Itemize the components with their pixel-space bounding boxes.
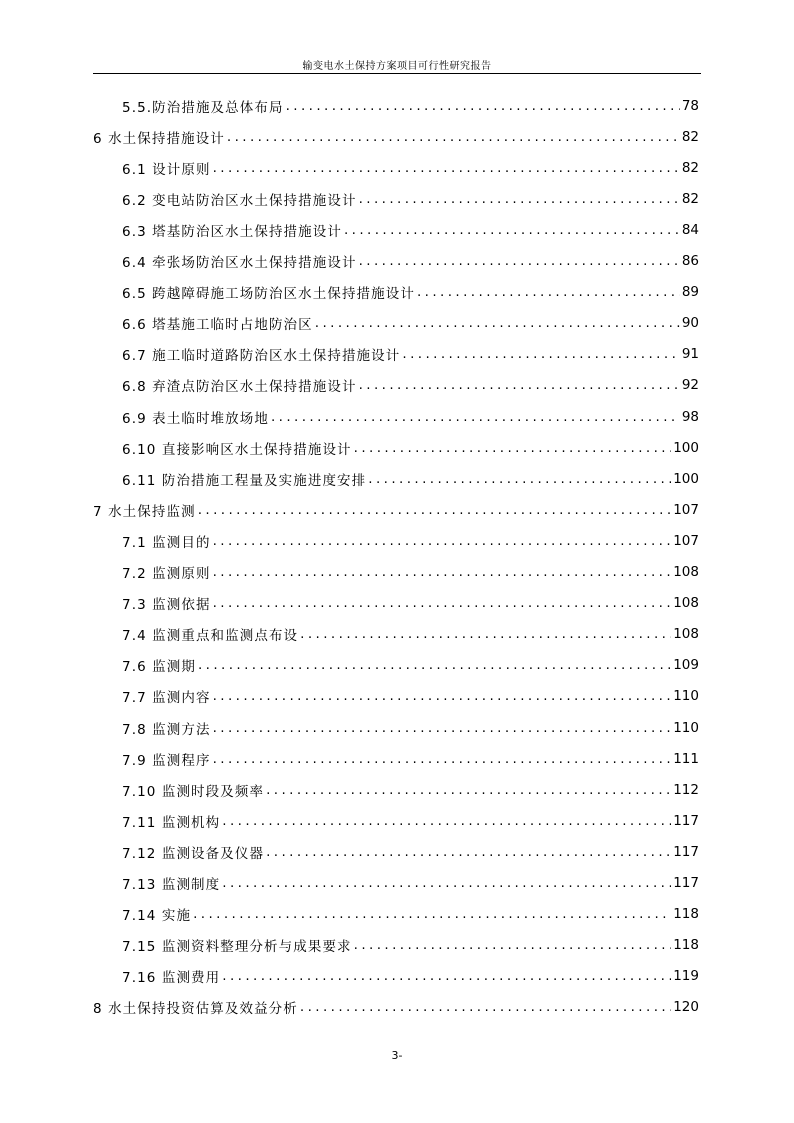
- toc-entry-title: 5.5.防治措施及总体布局: [122, 99, 284, 116]
- toc-entry-title: 7.16 监测费用: [122, 970, 221, 987]
- toc-entry-title: 7.2 监测原则: [122, 566, 211, 582]
- toc-dot-leader: [354, 440, 672, 456]
- toc-dot-leader: [300, 626, 671, 642]
- toc-entry[interactable]: [122, 805, 699, 836]
- toc-dot-leader: [368, 471, 671, 487]
- toc-entry[interactable]: [122, 246, 699, 277]
- toc-entry-title: 7.7 监测内容: [122, 690, 211, 707]
- toc-dot-leader: [315, 315, 680, 331]
- toc-dot-leader: [198, 502, 672, 518]
- toc-entry-page: 84: [681, 221, 699, 238]
- toc-entry[interactable]: [93, 121, 699, 152]
- toc-entry-title: 6.2 变电站防治区水土保持措施设计: [122, 192, 357, 209]
- toc-entry[interactable]: [122, 432, 699, 463]
- toc-entry-page: 98: [681, 408, 699, 425]
- toc-entry[interactable]: [122, 183, 699, 214]
- toc-entry[interactable]: [122, 588, 699, 619]
- toc-entry-page: 119: [673, 968, 699, 985]
- toc-dot-leader: [266, 782, 671, 798]
- toc-dot-leader: [359, 377, 680, 393]
- toc-dot-leader: [300, 999, 671, 1015]
- page-number: 3-: [391, 1049, 403, 1062]
- toc-entry-title: 7.13 监测制度: [122, 877, 221, 893]
- toc-entry[interactable]: [122, 650, 699, 681]
- toc-entry[interactable]: [122, 681, 699, 712]
- toc-entry-title: 6.8 弃渣点防治区水土保持措施设计: [122, 379, 357, 396]
- toc-entry[interactable]: [122, 619, 699, 650]
- toc-entry-title: 6.6 塔基施工临时占地防治区: [122, 317, 313, 334]
- toc-entry-title: 8 水土保持投资估算及效益分析: [93, 1001, 298, 1018]
- toc-entry-page: 120: [673, 999, 699, 1016]
- toc-entry[interactable]: [122, 308, 699, 339]
- toc-entry-page: 111: [673, 750, 699, 767]
- toc-entry-page: 117: [673, 843, 699, 860]
- toc-dot-leader: [417, 284, 680, 300]
- toc-entry-title: 7.3 监测依据: [122, 597, 211, 614]
- toc-entry-title: 6.1 设计原则: [122, 161, 211, 178]
- toc-entry-page: 117: [673, 875, 699, 891]
- toc-entry-page: 82: [681, 128, 699, 145]
- toc-entry-page: 118: [673, 906, 699, 923]
- toc-entry-title: 6.3 塔基防治区水土保持措施设计: [122, 223, 342, 240]
- toc-entry[interactable]: [122, 961, 699, 992]
- toc-entry[interactable]: [93, 494, 699, 525]
- toc-entry-title: 7.15 监测资料整理分析与成果要求: [122, 939, 352, 956]
- toc-dot-leader: [213, 564, 672, 580]
- toc-entry[interactable]: [122, 401, 699, 432]
- toc-dot-leader: [213, 595, 672, 611]
- toc-entry-title: 7.4 监测重点和监测点布设: [122, 628, 299, 645]
- toc-dot-leader: [193, 906, 671, 922]
- document-header: 输变电水土保持方案项目可行性研究报告: [302, 61, 492, 72]
- toc-entry[interactable]: [122, 90, 699, 121]
- toc-dot-leader: [213, 720, 672, 736]
- toc-entry-page: 92: [681, 377, 699, 394]
- toc-entry-page: 108: [673, 626, 699, 643]
- toc-dot-leader: [359, 253, 680, 269]
- toc-dot-leader: [359, 191, 680, 207]
- toc-entry-page: 78: [681, 97, 699, 114]
- toc-entry[interactable]: [122, 339, 699, 370]
- toc-entry-title: 6 水土保持措施设计: [93, 130, 225, 147]
- toc-entry-page: 108: [673, 595, 699, 612]
- toc-entry[interactable]: [122, 712, 699, 743]
- toc-entry[interactable]: [122, 743, 699, 774]
- toc-entry[interactable]: [122, 214, 699, 245]
- toc-entry[interactable]: [122, 836, 699, 867]
- toc-entry-page: 107: [673, 532, 699, 549]
- toc-entry-title: 6.7 施工临时道路防治区水土保持措施设计: [122, 348, 401, 365]
- toc-dot-leader: [344, 222, 680, 238]
- toc-entry-title: 7.10 监测时段及频率: [122, 783, 265, 800]
- toc-entry-page: 91: [681, 346, 699, 363]
- toc-dot-leader: [402, 346, 679, 362]
- toc-entry-page: 108: [673, 564, 699, 580]
- toc-entry-title: 6.4 牵张场防治区水土保持措施设计: [122, 255, 357, 271]
- toc-entry-page: 110: [673, 719, 699, 736]
- toc-entry[interactable]: [93, 992, 699, 1023]
- toc-dot-leader: [213, 160, 680, 176]
- toc-entry[interactable]: [122, 463, 699, 494]
- toc-dot-leader: [354, 937, 672, 953]
- toc-entry-page: 82: [681, 159, 699, 176]
- toc-entry[interactable]: [122, 899, 699, 930]
- toc-entry-title: 7.9 监测程序: [122, 752, 211, 769]
- toc-entry-title: 6.11 防治措施工程量及实施进度安排: [122, 472, 367, 489]
- toc-entry[interactable]: [122, 370, 699, 401]
- toc-entry-page: 107: [673, 501, 699, 518]
- toc-entry-title: 6.5 跨越障碍施工场防治区水土保持措施设计: [122, 286, 415, 303]
- toc-entry[interactable]: [122, 557, 699, 588]
- toc-entry[interactable]: [122, 525, 699, 556]
- toc-entry[interactable]: [122, 774, 699, 805]
- header-divider: [93, 73, 701, 74]
- toc-dot-leader: [213, 688, 672, 704]
- toc-entry-page: 89: [681, 284, 699, 301]
- toc-dot-leader: [271, 409, 680, 425]
- toc-entry-page: 117: [673, 812, 699, 829]
- toc-dot-leader: [286, 98, 680, 114]
- toc-entry-page: 109: [673, 657, 699, 674]
- toc-entry-title: 7.6 监测期: [122, 659, 196, 676]
- toc-entry-title: 7.11 监测机构: [122, 814, 221, 831]
- toc-entry-page: 100: [673, 439, 699, 456]
- toc-dot-leader: [227, 129, 680, 145]
- toc-dot-leader: [213, 533, 672, 549]
- toc-dot-leader: [222, 813, 671, 829]
- toc-entry-page: 112: [673, 781, 699, 798]
- toc-entry-title: 7.12 监测设备及仪器: [122, 845, 265, 862]
- toc-entry[interactable]: [122, 152, 699, 183]
- toc-entry-page: 118: [673, 937, 699, 954]
- toc-dot-leader: [213, 751, 672, 767]
- toc-entry-title: 6.10 直接影响区水土保持措施设计: [122, 441, 352, 458]
- toc-entry[interactable]: [122, 277, 699, 308]
- toc-entry-page: 86: [681, 253, 699, 269]
- toc-entry-page: 82: [681, 190, 699, 207]
- toc-entry-title: 7.8 监测方法: [122, 721, 211, 738]
- toc-entry-page: 100: [673, 470, 699, 487]
- toc-entry-page: 110: [673, 688, 699, 705]
- toc-dot-leader: [198, 657, 671, 673]
- toc-entry[interactable]: [122, 930, 699, 961]
- toc-dot-leader: [266, 844, 671, 860]
- toc-entry-page: 90: [681, 315, 699, 332]
- toc-entry-title: 7.1 监测目的: [122, 534, 211, 551]
- toc-entry-title: 7 水土保持监测: [93, 503, 196, 520]
- toc-dot-leader: [222, 968, 671, 984]
- toc-entry-title: 6.9 表土临时堆放场地: [122, 410, 269, 427]
- toc-dot-leader: [222, 875, 671, 891]
- toc-entry-title: 7.14 实施: [122, 908, 192, 925]
- toc-entry[interactable]: [122, 868, 699, 899]
